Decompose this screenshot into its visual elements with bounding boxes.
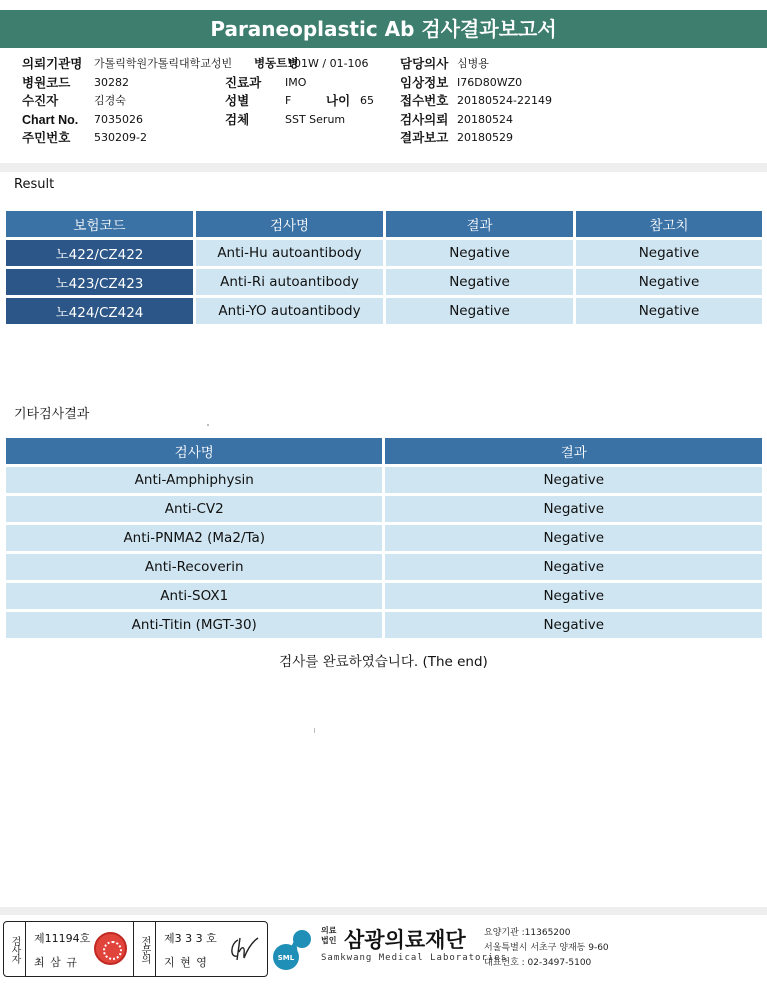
- doctor-value: 심병용: [457, 57, 489, 70]
- receipt-label: 접수번호: [400, 94, 449, 108]
- test-name: Anti-Amphiphysin: [6, 467, 382, 493]
- table-row: [6, 269, 762, 295]
- org-name: 삼광의료재단: [344, 928, 466, 952]
- id-value: 530209-2: [94, 131, 147, 144]
- test-result: Negative: [385, 583, 762, 609]
- test-name: Anti-Hu autoantibody: [196, 240, 383, 266]
- insurance-code: 노424/CZ424: [6, 298, 193, 324]
- info-row-5: [22, 129, 762, 148]
- result-table: [3, 208, 765, 327]
- test-result: Negative: [385, 554, 762, 580]
- ward-value: 101W / 01-106: [287, 57, 369, 70]
- test-name: Anti-YO autoantibody: [196, 298, 383, 324]
- org-english-name: Samkwang Medical Laboratories: [321, 953, 508, 963]
- signature-box: [3, 921, 268, 977]
- header-insurance-code: 보험코드: [6, 211, 193, 237]
- result-report-label: 결과보고: [400, 131, 449, 145]
- table-row: [6, 467, 762, 493]
- examiner-number: 제11194호: [34, 932, 91, 945]
- examiner-label: 검사자: [4, 922, 26, 976]
- hospital-code-value: 30282: [94, 75, 129, 89]
- specialist-label: 전문의: [134, 922, 156, 976]
- test-result: Negative: [385, 525, 762, 551]
- sex-label: 성별: [225, 94, 250, 108]
- table-row: [6, 240, 762, 266]
- info-row-2: [22, 74, 762, 93]
- test-result: Negative: [386, 298, 573, 324]
- reference-value: Negative: [576, 240, 762, 266]
- chart-value: 7035026: [94, 112, 143, 126]
- header-result: 결과: [386, 211, 573, 237]
- speck: [207, 424, 209, 426]
- hospital-code-label: 병원코드: [22, 75, 71, 90]
- sml-logo-icon: [272, 927, 320, 973]
- header-test-name: 검사명: [196, 211, 383, 237]
- logo-text: SML: [277, 954, 295, 962]
- insurance-code: 노422/CZ422: [6, 240, 193, 266]
- table-row: [6, 298, 762, 324]
- doctor-label: 담당의사: [400, 57, 449, 71]
- clinical-value: I76D80WZ0: [457, 75, 523, 89]
- id-label: 주민번호: [22, 131, 71, 145]
- specialist-name: 지 현 영: [164, 956, 208, 969]
- request-value: 20180524: [457, 112, 513, 126]
- test-result: Negative: [386, 269, 573, 295]
- seal-stamp-icon: [94, 932, 127, 965]
- request-label: 검사의뢰: [400, 112, 449, 127]
- header-test-name: 검사명: [6, 438, 382, 464]
- department-label: 진료과: [225, 75, 262, 90]
- other-table-header: [6, 438, 762, 464]
- result-section-label: Result: [14, 177, 55, 192]
- institution-label: 의뢰기관명: [22, 57, 83, 71]
- header-reference: 참고치: [576, 211, 762, 237]
- ward-label: 병동트병: [254, 58, 299, 70]
- specialist-number: 제3 3 3 호: [164, 932, 217, 945]
- test-result: Negative: [385, 496, 762, 522]
- result-table-header: [6, 211, 762, 237]
- org-contact: [484, 926, 609, 971]
- patient-label: 수진자: [22, 94, 59, 108]
- test-name: Anti-CV2: [6, 496, 382, 522]
- org-type-line-2: 법인: [321, 936, 337, 945]
- examiner-name: 최 삼 규: [34, 956, 78, 969]
- org-address: 서울특별시 서초구 양재동 9-60: [484, 943, 609, 953]
- other-results-table: [3, 435, 765, 641]
- examiner-cell: [26, 922, 134, 976]
- result-report-value: 20180529: [457, 131, 513, 144]
- info-row-4: [22, 111, 762, 130]
- end-notice: 검사를 완료하였습니다. (The end): [279, 654, 488, 670]
- test-name: Anti-Ri autoantibody: [196, 269, 383, 295]
- signature-icon: [228, 934, 262, 964]
- org-type: [321, 926, 336, 946]
- age-label: 나이: [326, 94, 351, 108]
- department-value: IMO: [285, 75, 307, 89]
- reference-value: Negative: [576, 298, 762, 324]
- org-code: 요양기관 :11365200: [484, 928, 571, 938]
- specimen-value: SST Serum: [285, 112, 346, 126]
- org-phone: 대표번호 : 02-3497-5100: [484, 958, 592, 968]
- speck: [314, 728, 315, 733]
- receipt-value: 20180524-22149: [457, 94, 552, 107]
- table-row: [6, 525, 762, 551]
- info-row-1: [22, 55, 762, 74]
- test-result: Negative: [385, 467, 762, 493]
- patient-info: [22, 55, 762, 148]
- test-name: Anti-SOX1: [6, 583, 382, 609]
- patient-value: 김경숙: [94, 94, 126, 107]
- table-row: [6, 612, 762, 638]
- test-name: Anti-Recoverin: [6, 554, 382, 580]
- org-type-line-1: 의료: [321, 926, 337, 935]
- table-row: [6, 583, 762, 609]
- info-row-3: [22, 92, 762, 111]
- insurance-code: 노423/CZ423: [6, 269, 193, 295]
- specimen-label: 검체: [225, 112, 250, 127]
- table-row: [6, 554, 762, 580]
- table-row: [6, 496, 762, 522]
- chart-label: Chart No.: [22, 112, 79, 127]
- sex-value: F: [285, 94, 292, 107]
- specialist-cell: [156, 922, 268, 976]
- test-result: Negative: [385, 612, 762, 638]
- divider-top: [0, 163, 767, 172]
- test-result: Negative: [386, 240, 573, 266]
- clinical-label: 임상정보: [400, 75, 449, 90]
- institution-value: 가톨릭학원가톨릭대학교성빈: [94, 57, 233, 70]
- reference-value: Negative: [576, 269, 762, 295]
- report-title: Paraneoplastic Ab 검사결과보고서: [0, 10, 767, 48]
- header-result: 결과: [385, 438, 762, 464]
- other-section-label: 기타검사결과: [14, 407, 90, 422]
- test-name: Anti-Titin (MGT-30): [6, 612, 382, 638]
- test-name: Anti-PNMA2 (Ma2/Ta): [6, 525, 382, 551]
- divider-bottom: [0, 907, 767, 915]
- age-value: 65: [360, 94, 374, 107]
